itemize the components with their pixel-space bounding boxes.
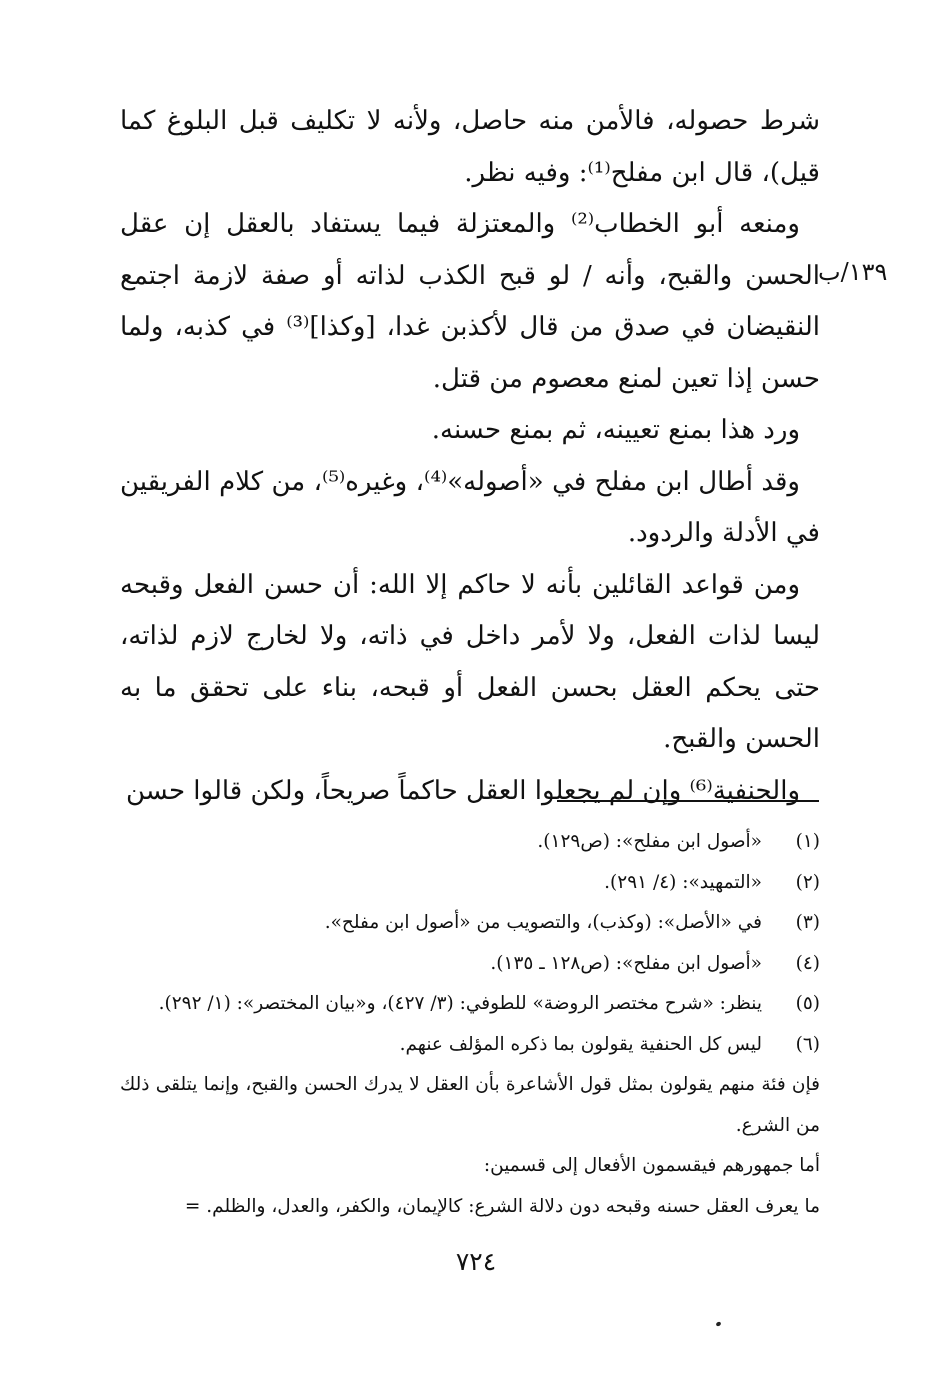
page-number: ٧٢٤ <box>455 1247 497 1276</box>
footnote <box>120 984 820 1025</box>
paragraph: ومنعه أبو الخطاب⁽²⁾ والمعتزلة فيما يستفاد بالعقل إن عقل الحسن والقبح، وأنه / لو قبح الكذب لذاته أو صفة لازمة اجتمع النقيضان في صدق من قال لأكذبن غدا، [وكذا]⁽³⁾ في كذبه، ولما حسن إذا تعين لمنع معصوم من قتل. <box>120 209 820 394</box>
ink-speck <box>715 1321 721 1327</box>
footnote-number: (١) <box>795 831 820 852</box>
footnote-continuation: أما جمهورهم فيقسمون الأفعال إلى قسمين: <box>483 1155 820 1176</box>
footnotes <box>120 822 820 1227</box>
main-text <box>120 96 820 817</box>
footnote <box>120 822 820 863</box>
footnote-number: (٤) <box>795 952 820 974</box>
footnote <box>120 863 820 904</box>
footnote-text: ينظر: «شرح مختصر الروضة» للطوفي: (٣/ ٤٢٧)، و«بيان المختصر»: (١/ ٢٩٢). <box>158 993 762 1014</box>
footnote-number: (٦) <box>795 1033 820 1055</box>
footnote <box>120 944 820 985</box>
footnote-separator <box>557 800 819 802</box>
paragraph: ورد هذا بمنع تعيينه، ثم بمنع حسنه. <box>431 415 800 445</box>
manuscript-folio-marker: ١٣٩/ب <box>818 258 888 286</box>
paragraph: شرط حصوله، فالأمن منه حاصل، ولأنه لا تكليف قبل البلوغ كما قيل)، قال ابن مفلح⁽¹⁾: وفيه نظر. <box>120 106 821 188</box>
footnote-number: (٢) <box>795 871 820 893</box>
paragraph: والحنفية⁽⁶⁾ وإن لم يجعلوا العقل حاكماً صريحاً، ولكن قالوا حسن <box>125 775 800 806</box>
paragraph: وقد أطال ابن مفلح في «أصوله»⁽⁴⁾، وغيره⁽⁵⁾، من كلام الفريقين في الأدلة والردود. <box>120 466 820 548</box>
footnote <box>120 903 820 944</box>
footnote-continuation: فإن فئة منهم يقولون بمثل قول الأشاعرة بأن العقل لا يدرك الحسن والقبح، وإنما يتلقى ذلك من الشرع. <box>120 1074 820 1136</box>
footnote-text: في «الأصل»: (وكذب)، والتصويب من «أصول ابن مفلح». <box>324 912 762 933</box>
footnote-text: «أصول ابن مفلح»: (ص١٢٨ ـ ١٣٥). <box>490 952 762 974</box>
footnote <box>120 1025 820 1066</box>
footnote-number: (٥) <box>795 993 820 1014</box>
footnote-text: «التمهيد»: (٤/ ٢٩١). <box>604 871 762 893</box>
footnote-text: ليس كل الحنفية يقولون بما ذكره المؤلف عنهم. <box>399 1033 762 1055</box>
footnote-text: «أصول ابن مفلح»: (ص١٢٩). <box>537 831 762 852</box>
paragraph: ومن قواعد القائلين بأنه لا حاكم إلا الله: أن حسن الفعل وقبحه ليسا لذات الفعل، ولا لأمر داخل في ذاته، ولا لخارج لازم لذاته، حتى يحكم العقل بحسن الفعل أو قبحه، بناء على تحقق ما به الحسن والقبح. <box>120 569 820 754</box>
footnote-number: (٣) <box>795 912 820 933</box>
footnote-continuation: ما يعرف العقل حسنه وقبحه دون دلالة الشرع: كالإيمان، والكفر، والعدل، والظلم. = <box>184 1195 820 1217</box>
